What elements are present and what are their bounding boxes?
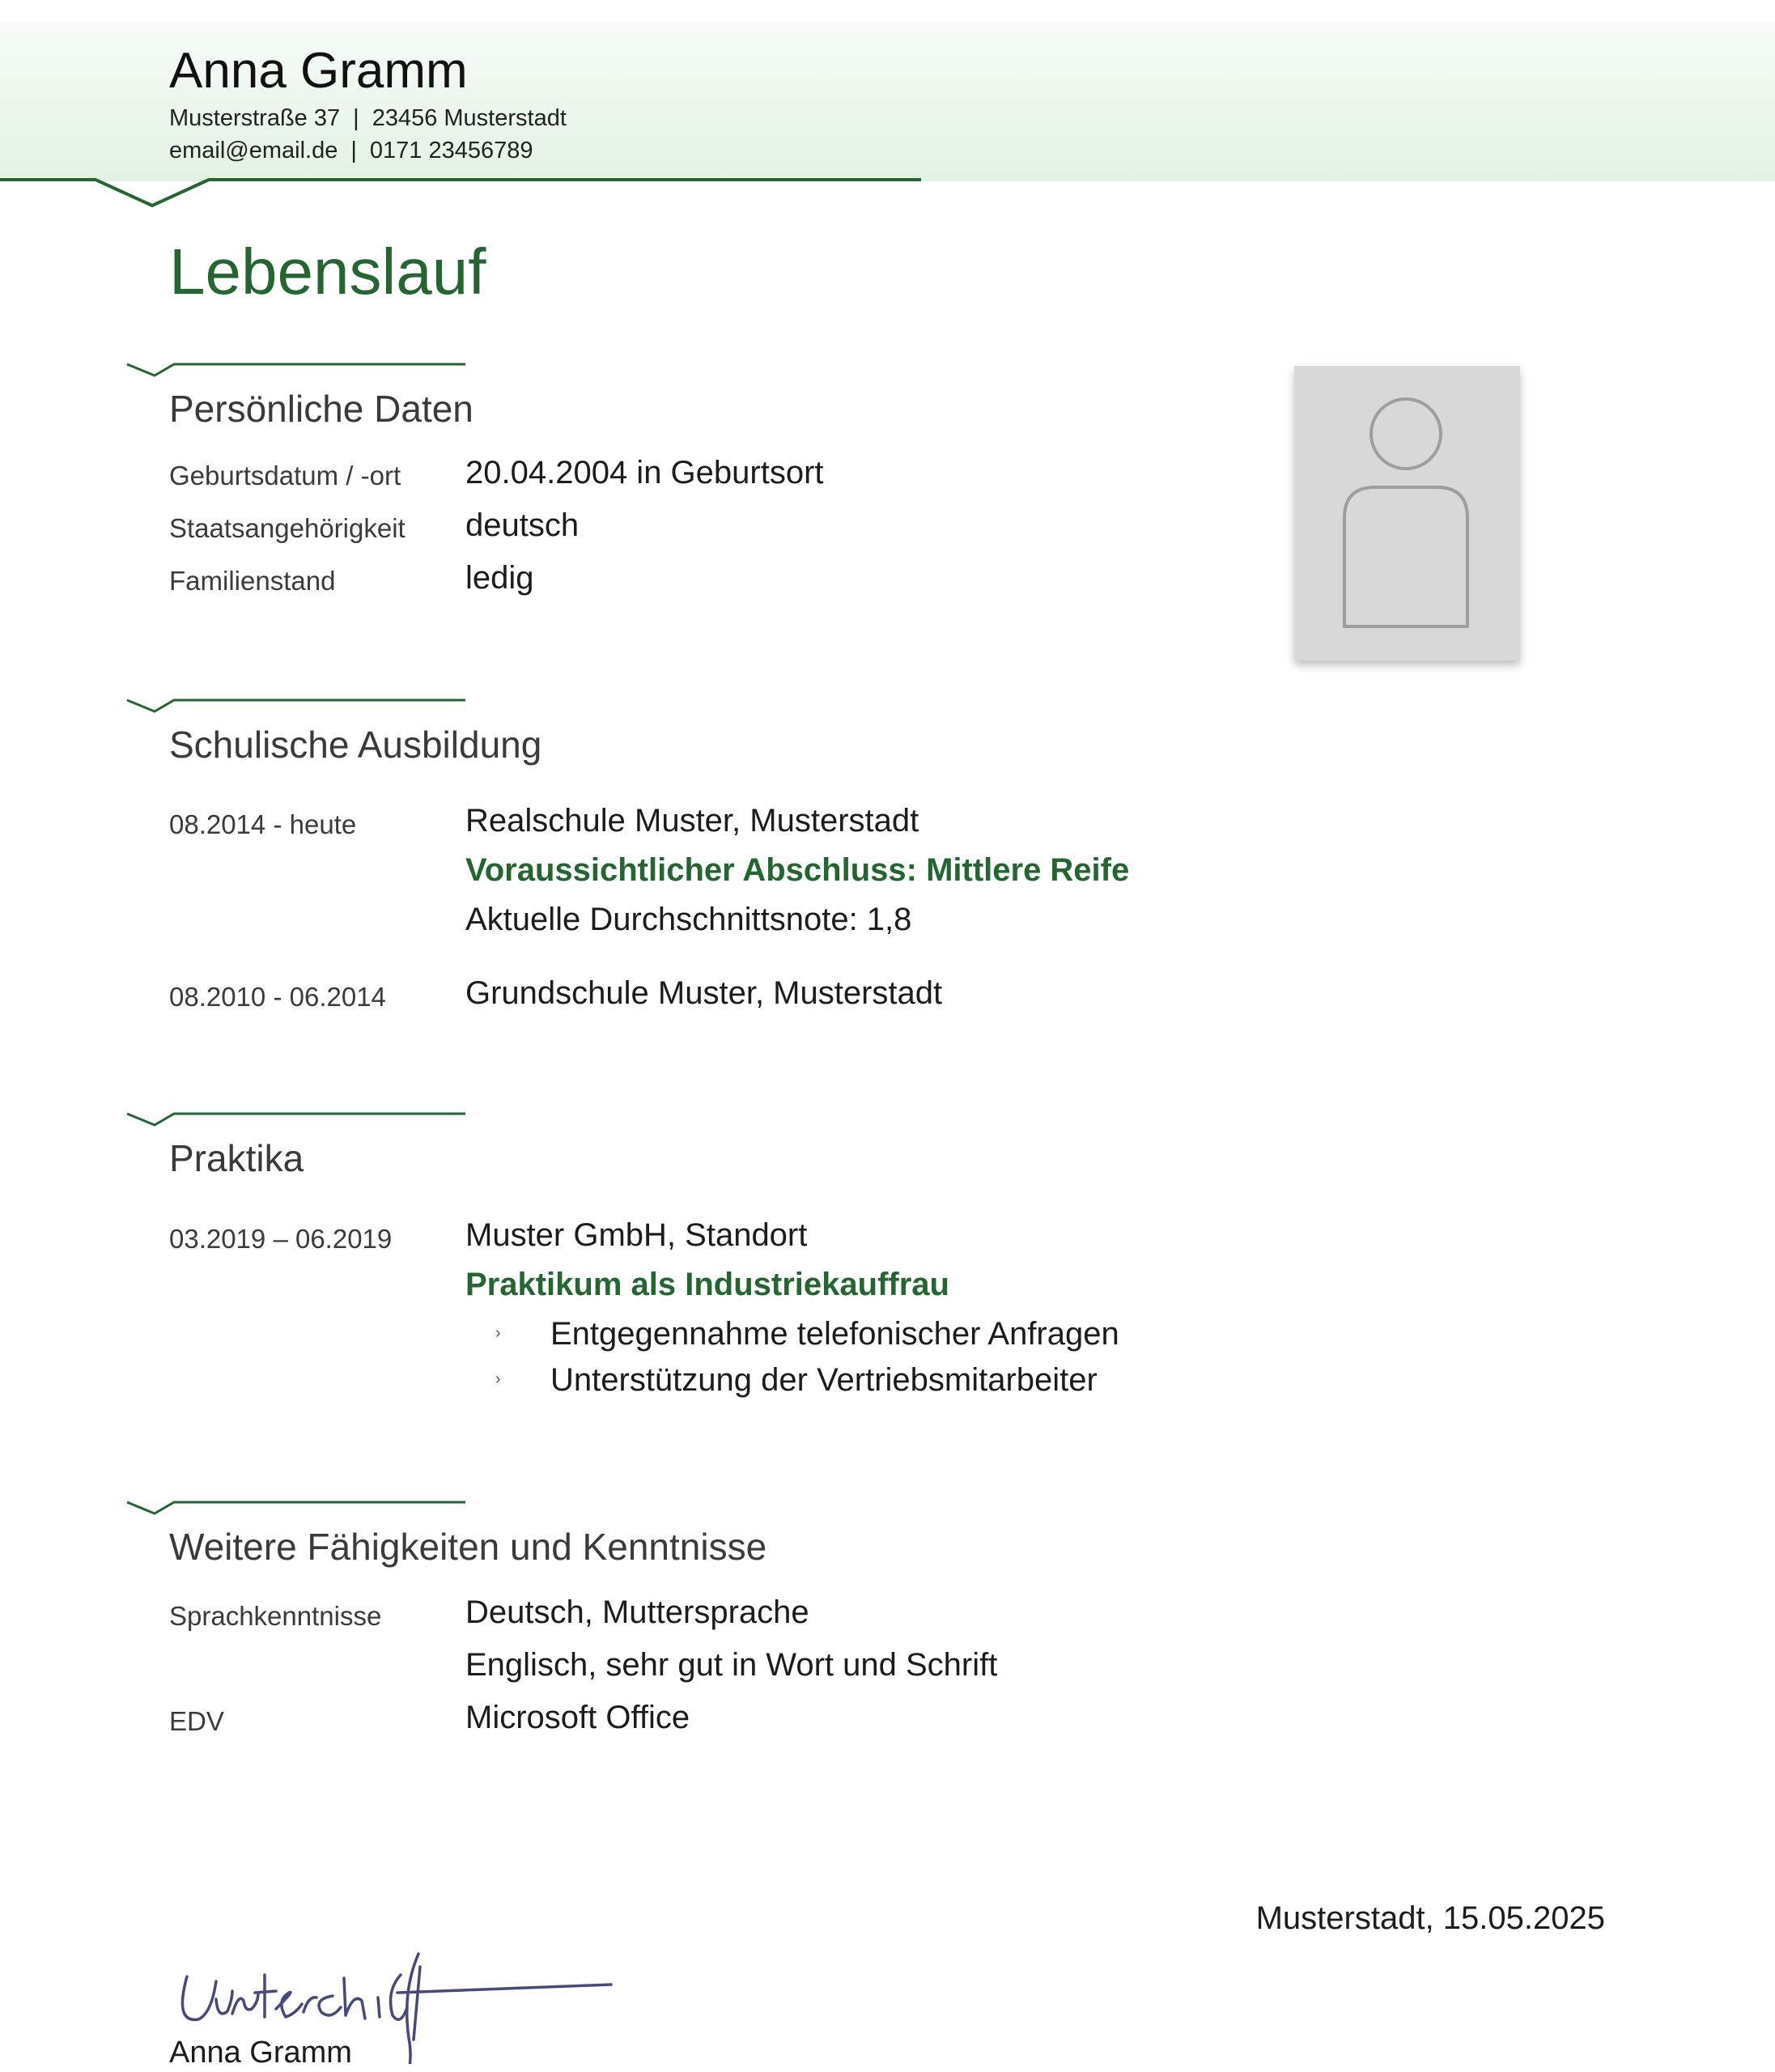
email: email@email.de (169, 138, 338, 163)
place-date: Musterstadt, 15.05.2025 (1255, 1900, 1605, 1936)
label-nationality: Staatsangehörigkeit (169, 513, 406, 543)
school-period: 08.2014 - heute (169, 809, 357, 839)
section-divider (125, 1106, 473, 1128)
contact-address (169, 105, 567, 132)
separator: | (353, 105, 359, 131)
school-degree: Voraussichtlicher Abschluss: Mittlere Reife (465, 852, 1130, 888)
school-grade: Aktuelle Durchschnittsnote: 1,8 (465, 902, 912, 937)
value-language: Deutsch, Muttersprache (465, 1594, 809, 1630)
school-period: 08.2010 - 06.2014 (169, 982, 386, 1012)
section-title-personal: Persönliche Daten (169, 388, 473, 430)
person-silhouette-icon (1294, 366, 1520, 660)
section-divider (125, 1494, 473, 1517)
school-name: Grundschule Muster, Musterstadt (465, 975, 943, 1011)
label-birth: Geburtsdatum / -ort (169, 461, 401, 490)
label-marital: Familienstand (169, 566, 336, 596)
separator: | (350, 138, 357, 163)
value-language: Englisch, sehr gut in Wort und Schrift (465, 1647, 998, 1683)
internship-period: 03.2019 – 06.2019 (169, 1224, 393, 1254)
internship-role: Praktikum als Industriekauffrau (465, 1267, 949, 1302)
section-title-internships: Praktika (169, 1137, 304, 1179)
value-birth: 20.04.2004 in Geburtsort (465, 455, 824, 490)
section-title-school: Schulische Ausbildung (169, 724, 542, 766)
chevron-right-icon: › (495, 1370, 501, 1388)
internship-task: Unterstützung der Vertriebsmitarbeiter (550, 1362, 1098, 1398)
section-divider (125, 356, 473, 379)
value-nationality: deutsch (465, 507, 580, 543)
document-title: Lebenslauf (169, 236, 486, 308)
phone: 0171 23456789 (369, 138, 533, 163)
value-it: Microsoft Office (465, 1700, 690, 1735)
signer-name: Anna Gramm (169, 2036, 352, 2070)
label-it: EDV (169, 1706, 224, 1736)
internship-task: Entgegennahme telefonischer Anfragen (550, 1316, 1119, 1352)
section-divider (125, 692, 473, 715)
internship-company: Muster GmbH, Standort (465, 1217, 808, 1253)
school-name: Realschule Muster, Musterstadt (465, 803, 919, 839)
applicant-name: Anna Gramm (169, 43, 468, 99)
section-title-skills: Weitere Fähigkeiten und Kenntnisse (169, 1526, 767, 1568)
photo-placeholder (1294, 366, 1520, 660)
city: 23456 Musterstadt (372, 105, 567, 131)
contact-email-phone (169, 138, 533, 164)
street: Musterstraße 37 (169, 105, 341, 131)
chevron-right-icon: › (495, 1324, 501, 1342)
label-languages: Sprachkenntnisse (169, 1601, 382, 1631)
value-marital: ledig (465, 560, 534, 596)
header-divider (0, 170, 923, 210)
